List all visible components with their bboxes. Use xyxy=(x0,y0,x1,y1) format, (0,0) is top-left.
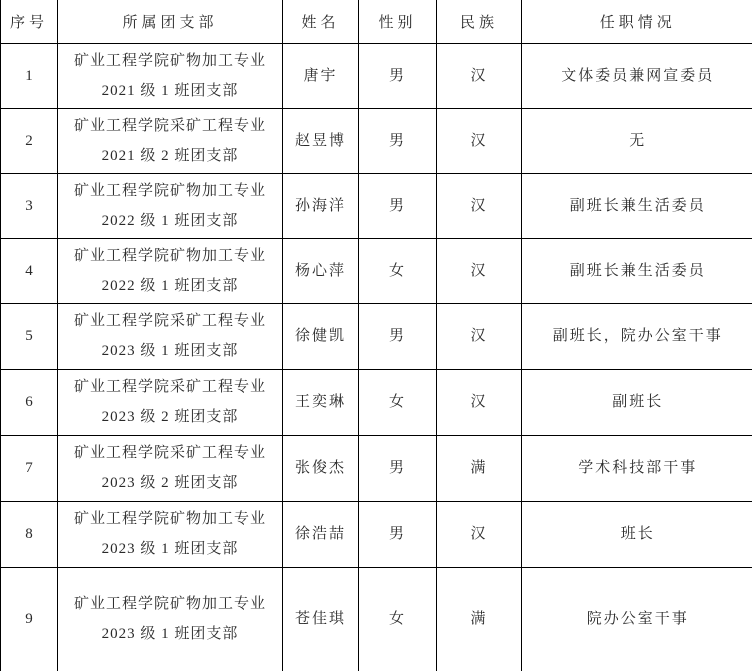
header-gender: 性别 xyxy=(359,0,437,43)
cell-gender: 男 xyxy=(359,501,437,567)
cell-position: 文体委员兼网宣委员 xyxy=(522,43,752,108)
header-ethnicity: 民族 xyxy=(437,0,522,43)
cell-name: 王奕琳 xyxy=(283,369,359,435)
cell-ethnicity: 汉 xyxy=(437,108,522,173)
cell-no: 2 xyxy=(1,108,58,173)
cell-name: 徐浩喆 xyxy=(283,501,359,567)
cell-position: 副班长兼生活委员 xyxy=(522,173,752,238)
cell-name: 唐宇 xyxy=(283,43,359,108)
header-position: 任职情况 xyxy=(522,0,752,43)
branch-line1: 矿业工程学院矿物加工专业 xyxy=(58,46,282,76)
branch-line2: 2022 级 1 班团支部 xyxy=(58,206,282,236)
cell-position: 副班长兼生活委员 xyxy=(522,238,752,303)
cell-ethnicity: 汉 xyxy=(437,303,522,369)
cell-branch xyxy=(58,369,283,435)
cell-name: 徐健凯 xyxy=(283,303,359,369)
branch-line1: 矿业工程学院采矿工程专业 xyxy=(58,306,282,336)
cell-no: 9 xyxy=(1,567,58,671)
table-row xyxy=(1,303,752,369)
cell-ethnicity: 满 xyxy=(437,435,522,501)
cell-ethnicity: 汉 xyxy=(437,501,522,567)
branch-line1: 矿业工程学院采矿工程专业 xyxy=(58,111,282,141)
table-row xyxy=(1,173,752,238)
cell-no: 6 xyxy=(1,369,58,435)
cell-position: 无 xyxy=(522,108,752,173)
table-row xyxy=(1,108,752,173)
cell-name: 苍佳琪 xyxy=(283,567,359,671)
cell-gender: 女 xyxy=(359,567,437,671)
header-row xyxy=(1,0,752,43)
cell-gender: 女 xyxy=(359,369,437,435)
cell-gender: 女 xyxy=(359,238,437,303)
branch-line1: 矿业工程学院矿物加工专业 xyxy=(58,504,282,534)
cell-gender: 男 xyxy=(359,435,437,501)
cell-no: 1 xyxy=(1,43,58,108)
cell-gender: 男 xyxy=(359,43,437,108)
table-row xyxy=(1,43,752,108)
branch-line2: 2021 级 1 班团支部 xyxy=(58,76,282,106)
cell-branch xyxy=(58,43,283,108)
cell-position: 院办公室干事 xyxy=(522,567,752,671)
branch-line1: 矿业工程学院采矿工程专业 xyxy=(58,372,282,402)
cell-no: 3 xyxy=(1,173,58,238)
branch-line2: 2023 级 1 班团支部 xyxy=(58,619,282,649)
table-row xyxy=(1,238,752,303)
table-row xyxy=(1,435,752,501)
cell-gender: 男 xyxy=(359,108,437,173)
cell-gender: 男 xyxy=(359,173,437,238)
cell-name: 杨心萍 xyxy=(283,238,359,303)
branch-line1: 矿业工程学院矿物加工专业 xyxy=(58,241,282,271)
cell-position: 副班长 xyxy=(522,369,752,435)
branch-line2: 2023 级 1 班团支部 xyxy=(58,336,282,366)
cell-ethnicity: 汉 xyxy=(437,238,522,303)
header-no: 序号 xyxy=(1,0,58,43)
cell-branch xyxy=(58,173,283,238)
branch-line2: 2023 级 1 班团支部 xyxy=(58,534,282,564)
header-name: 姓名 xyxy=(283,0,359,43)
branch-line1: 矿业工程学院矿物加工专业 xyxy=(58,176,282,206)
cell-branch xyxy=(58,435,283,501)
cell-ethnicity: 满 xyxy=(437,567,522,671)
cell-ethnicity: 汉 xyxy=(437,173,522,238)
cell-position: 班长 xyxy=(522,501,752,567)
cell-ethnicity: 汉 xyxy=(437,43,522,108)
header-branch: 所属团支部 xyxy=(58,0,283,43)
branch-line2: 2021 级 2 班团支部 xyxy=(58,141,282,171)
cell-branch xyxy=(58,501,283,567)
branch-line1: 矿业工程学院矿物加工专业 xyxy=(58,589,282,619)
branch-line2: 2023 级 2 班团支部 xyxy=(58,402,282,432)
branch-line2: 2022 级 1 班团支部 xyxy=(58,271,282,301)
cell-name: 孙海洋 xyxy=(283,173,359,238)
cell-branch xyxy=(58,238,283,303)
cell-no: 4 xyxy=(1,238,58,303)
cell-branch xyxy=(58,303,283,369)
cell-name: 赵昱博 xyxy=(283,108,359,173)
cell-no: 5 xyxy=(1,303,58,369)
branch-line1: 矿业工程学院采矿工程专业 xyxy=(58,438,282,468)
cell-position: 学术科技部干事 xyxy=(522,435,752,501)
table-body xyxy=(1,43,752,671)
table-row xyxy=(1,501,752,567)
cell-name: 张俊杰 xyxy=(283,435,359,501)
table-row xyxy=(1,567,752,671)
cell-branch xyxy=(58,108,283,173)
branch-line2: 2023 级 2 班团支部 xyxy=(58,468,282,498)
cell-position: 副班长，院办公室干事 xyxy=(522,303,752,369)
cell-gender: 男 xyxy=(359,303,437,369)
cell-branch xyxy=(58,567,283,671)
cell-ethnicity: 汉 xyxy=(437,369,522,435)
table-header xyxy=(1,0,752,43)
table-row xyxy=(1,369,752,435)
cell-no: 8 xyxy=(1,501,58,567)
cell-no: 7 xyxy=(1,435,58,501)
